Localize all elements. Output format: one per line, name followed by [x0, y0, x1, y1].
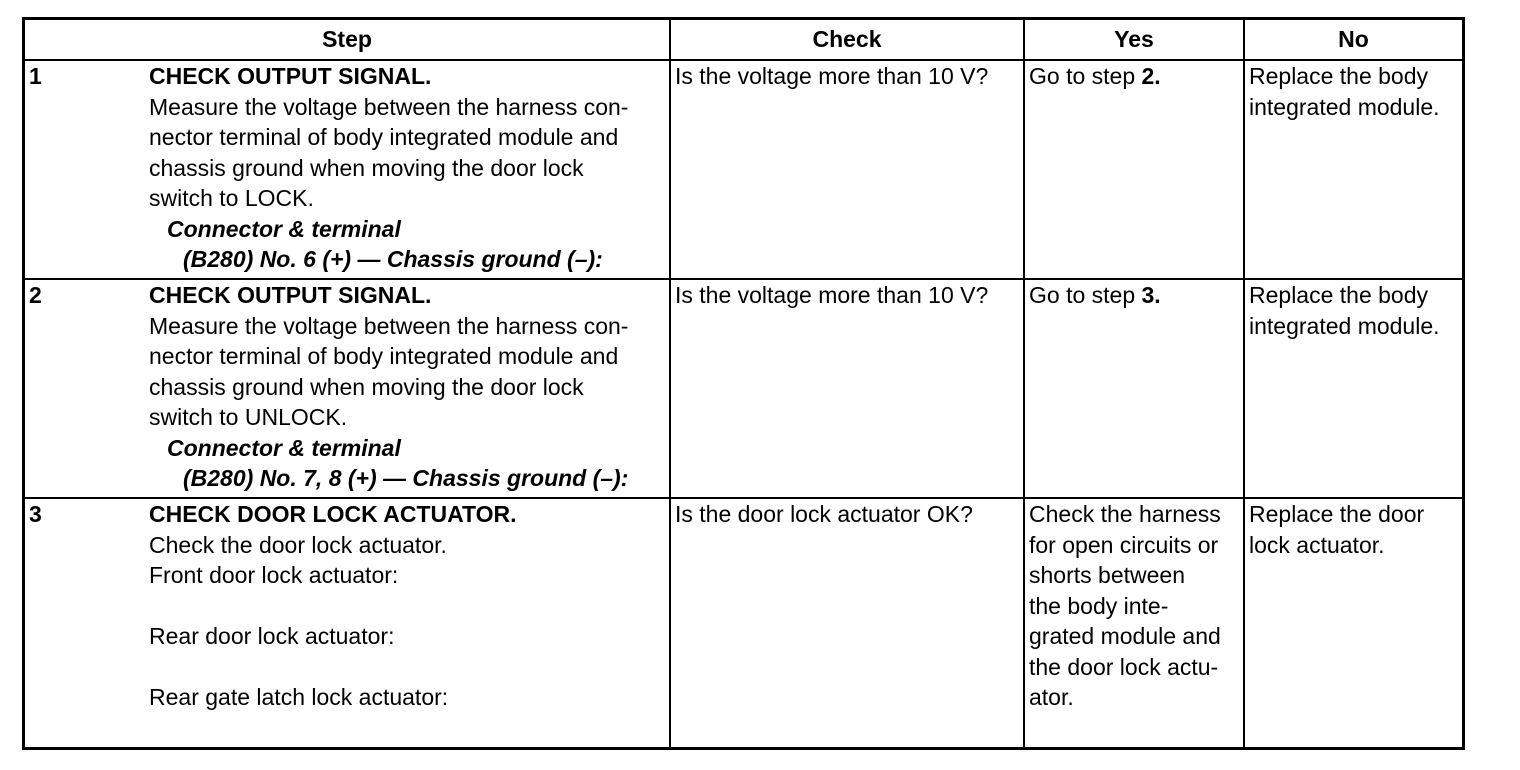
table-header-row — [25, 20, 1462, 60]
step-text-line: switch to UNLOCK. — [149, 404, 348, 430]
yes-prefix: Go to step — [1029, 282, 1142, 308]
check-text: Is the door lock actuator OK? — [675, 501, 973, 527]
header-check: Check — [670, 20, 1024, 60]
step-cell — [25, 498, 670, 747]
step-text-line: Rear door lock actuator: — [149, 623, 395, 649]
connector-label: Connector & terminal — [167, 434, 401, 461]
step-text-line: Measure the voltage between the harness con- — [149, 312, 629, 339]
connector-label: Connector & terminal — [167, 215, 401, 242]
step-text-line: chassis ground when moving the door lock — [149, 154, 584, 181]
step-title: CHECK OUTPUT SIGNAL. — [149, 63, 432, 89]
step-text-line: Rear gate latch lock actuator: — [149, 684, 449, 710]
yes-text-line: Check the harness — [1029, 501, 1221, 527]
yes-cell — [1024, 498, 1244, 747]
table-row-step-2 — [25, 279, 1462, 498]
no-text-line: lock actuator. — [1249, 531, 1385, 558]
no-cell — [1244, 279, 1462, 498]
no-text-line: Replace the door — [1249, 501, 1425, 527]
step-body — [149, 280, 669, 494]
step-body — [149, 499, 669, 713]
yes-text-line: for open circuits or — [1029, 531, 1219, 558]
connector-value: (B280) No. 6 (+) — Chassis ground (–): — [183, 246, 603, 272]
table-row-step-3 — [25, 498, 1462, 747]
check-cell — [670, 279, 1024, 498]
header-step: Step — [25, 20, 670, 60]
step-cell — [25, 60, 670, 279]
yes-text — [1029, 280, 1239, 311]
step-text-line: nector terminal of body integrated module and — [149, 343, 619, 369]
yes-prefix: Go to step — [1029, 63, 1142, 89]
no-text-line: Replace the body — [1249, 282, 1429, 308]
yes-cell — [1024, 279, 1244, 498]
yes-step-ref: 2. — [1141, 63, 1161, 89]
step-number: 1 — [29, 63, 42, 89]
yes-text-line: grated module and — [1029, 623, 1221, 649]
yes-step-ref: 3. — [1141, 282, 1161, 308]
diagnostic-table — [25, 20, 1462, 747]
step-text-line: chassis ground when moving the door lock — [149, 373, 584, 400]
header-no: No — [1244, 20, 1462, 60]
check-cell — [670, 60, 1024, 279]
yes-text — [1029, 61, 1239, 92]
no-text-line: integrated module. — [1249, 312, 1440, 339]
connector-value: (B280) No. 7, 8 (+) — Chassis ground (–): — [183, 465, 629, 491]
step-cell — [25, 279, 670, 498]
step-text-line: nector terminal of body integrated module and — [149, 124, 619, 150]
header-yes: Yes — [1024, 20, 1244, 60]
yes-text-line: the door lock actu- — [1029, 653, 1219, 680]
diagnostic-table-frame — [22, 17, 1465, 750]
step-title: CHECK OUTPUT SIGNAL. — [149, 282, 432, 308]
step-text-line: Front door lock actuator: — [149, 562, 399, 588]
yes-text-line: ator. — [1029, 684, 1074, 710]
check-text: Is the voltage more than 10 V? — [675, 63, 989, 89]
no-cell — [1244, 60, 1462, 279]
step-body — [149, 61, 669, 275]
step-number: 2 — [29, 282, 42, 308]
yes-text-line: shorts between — [1029, 562, 1185, 588]
step-number: 3 — [29, 501, 42, 527]
yes-text-line: the body inte- — [1029, 592, 1169, 619]
table-row-step-1 — [25, 60, 1462, 279]
yes-cell — [1024, 60, 1244, 279]
no-text-line: integrated module. — [1249, 93, 1440, 120]
no-text-line: Replace the body — [1249, 63, 1429, 89]
step-text-line: switch to LOCK. — [149, 185, 314, 211]
check-cell — [670, 498, 1024, 747]
blank-line — [149, 652, 665, 683]
step-title: CHECK DOOR LOCK ACTUATOR. — [149, 501, 517, 527]
no-cell — [1244, 498, 1462, 747]
check-text: Is the voltage more than 10 V? — [675, 282, 989, 308]
step-text-line: Measure the voltage between the harness con- — [149, 93, 629, 120]
step-text-line: Check the door lock actuator. — [149, 531, 447, 558]
blank-line — [149, 591, 665, 622]
